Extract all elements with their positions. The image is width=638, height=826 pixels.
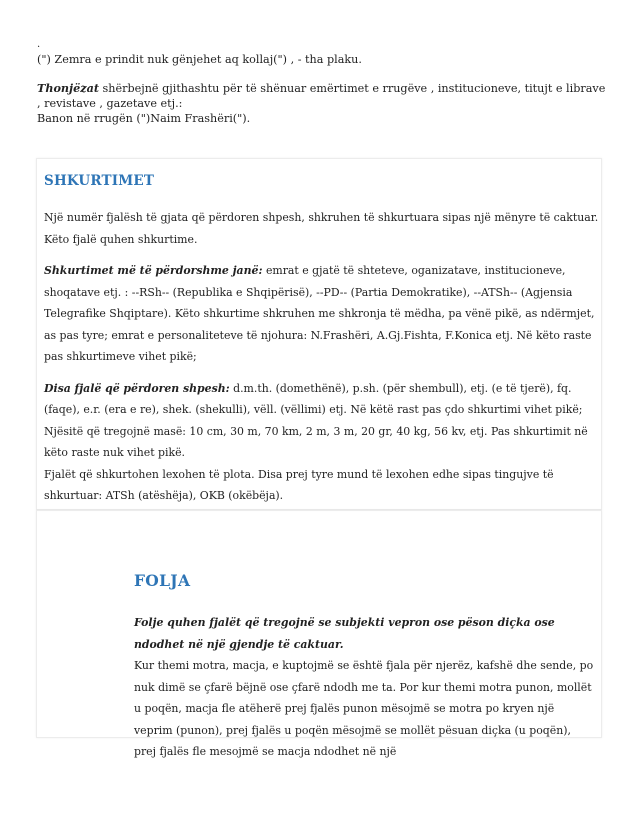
quote-line: (") Zemra e prindit nuk gënjehet aq kollaj(") , - tha plaku.: [37, 53, 362, 66]
folja-title: FOLJA: [134, 571, 191, 590]
shkurtimet-paragraph-1: [44, 260, 599, 368]
folja-body: [134, 612, 594, 763]
thonjezat-paragraph: [37, 81, 607, 111]
folja-card: [36, 510, 602, 758]
folja-text: Kur themi motra, macja, e kuptojmë se është fjala për njerëz, kafshë dhe sende, po nuk dimë se çfarë bëjnë ose çfarë ndodh me ta. Por kur themi motra punon, mollët u poqën, macja fle atëherë prej fjalës punon mësojmë se motra po kryen një veprim (punon), prej fjalës u poqën mësojmë se mollët pësuan diçka (u poqën), prej fjalës fle mesojmë se macja ndodhet në një: [134, 659, 594, 758]
shkurtimet-term-1: Shkurtimet më të përdorshme janë:: [44, 264, 263, 277]
shkurtimet-text-2: d.m.th. (domethënë), p.sh. (për shembull), etj. (e të tjerë), fq. (faqe), e.r. (era e re), shek. (shekulli), vëll. (vëllimi) etj. Në këtë rast pas çdo shkurtimi vihet pikë;: [44, 381, 583, 416]
stray-dot: .: [37, 39, 41, 50]
shkurtimet-intro: Një numër fjalësh të gjata që përdoren shpesh, shkruhen të shkurtuara sipas një mënyre të caktuar. Këto fjalë quhen shkurtime.: [44, 211, 599, 246]
shkurtimet-card: [36, 158, 602, 510]
shkurtimet-title: SHKURTIMET: [44, 173, 155, 189]
thonjezat-text: shërbejnë gjithashtu për të shënuar emërtimet e rrugëve , institucioneve, titujt e librave , revistave , gazetave etj.:: [37, 82, 606, 110]
folja-definition: Folje quhen fjalët që tregojnë se subjekti vepron ose pëson diçka ose ndodhet në një gjendje të caktuar.: [134, 616, 555, 651]
thonjezat-example: Banon në rrugën (")Naim Frashëri(").: [37, 112, 251, 125]
shkurtimet-term-2: Disa fjalë që përdoren shpesh:: [44, 381, 230, 395]
shkurtimet-text-1: emrat e gjatë të shteteve, oganizatave, institucioneve, shoqatave etj. : --RSh-- (Republika e Shqipërisë), --PD-- (Partia Demokratike), --ATSh-- (Agjensia Telegrafike Shqiptare). Këto shkurtime shkruhen me shkronja të mëdha, pa vënë pikë, as ndërmjet, as pas tyre; emrat e personaliteteve të njohura: N.Frashëri, A.Gj.Fishta, F.Konica etj. Në këto raste pas shkurtimeve vihet pikë;: [44, 264, 595, 363]
shkurtimet-paragraph-4: Fjalët që shkurtohen lexohen të plota. Disa prej tyre mund të lexohen edhe sipas tingujve të shkurtuar: ATSh (atëshëja), OKB (okëbëja).: [44, 467, 554, 502]
shkurtimet-body: [44, 207, 599, 507]
thonjezat-term: Thonjëzat: [37, 81, 99, 95]
intro-section: [37, 40, 607, 126]
shkurtimet-paragraph-2: [44, 378, 599, 421]
shkurtimet-paragraph-3: Njësitë që tregojnë masë: 10 cm, 30 m, 70 km, 2 m, 3 m, 20 gr, 40 kg, 56 kv, etj. Pas shkurtimit në këto raste nuk vihet pikë.: [44, 424, 588, 459]
